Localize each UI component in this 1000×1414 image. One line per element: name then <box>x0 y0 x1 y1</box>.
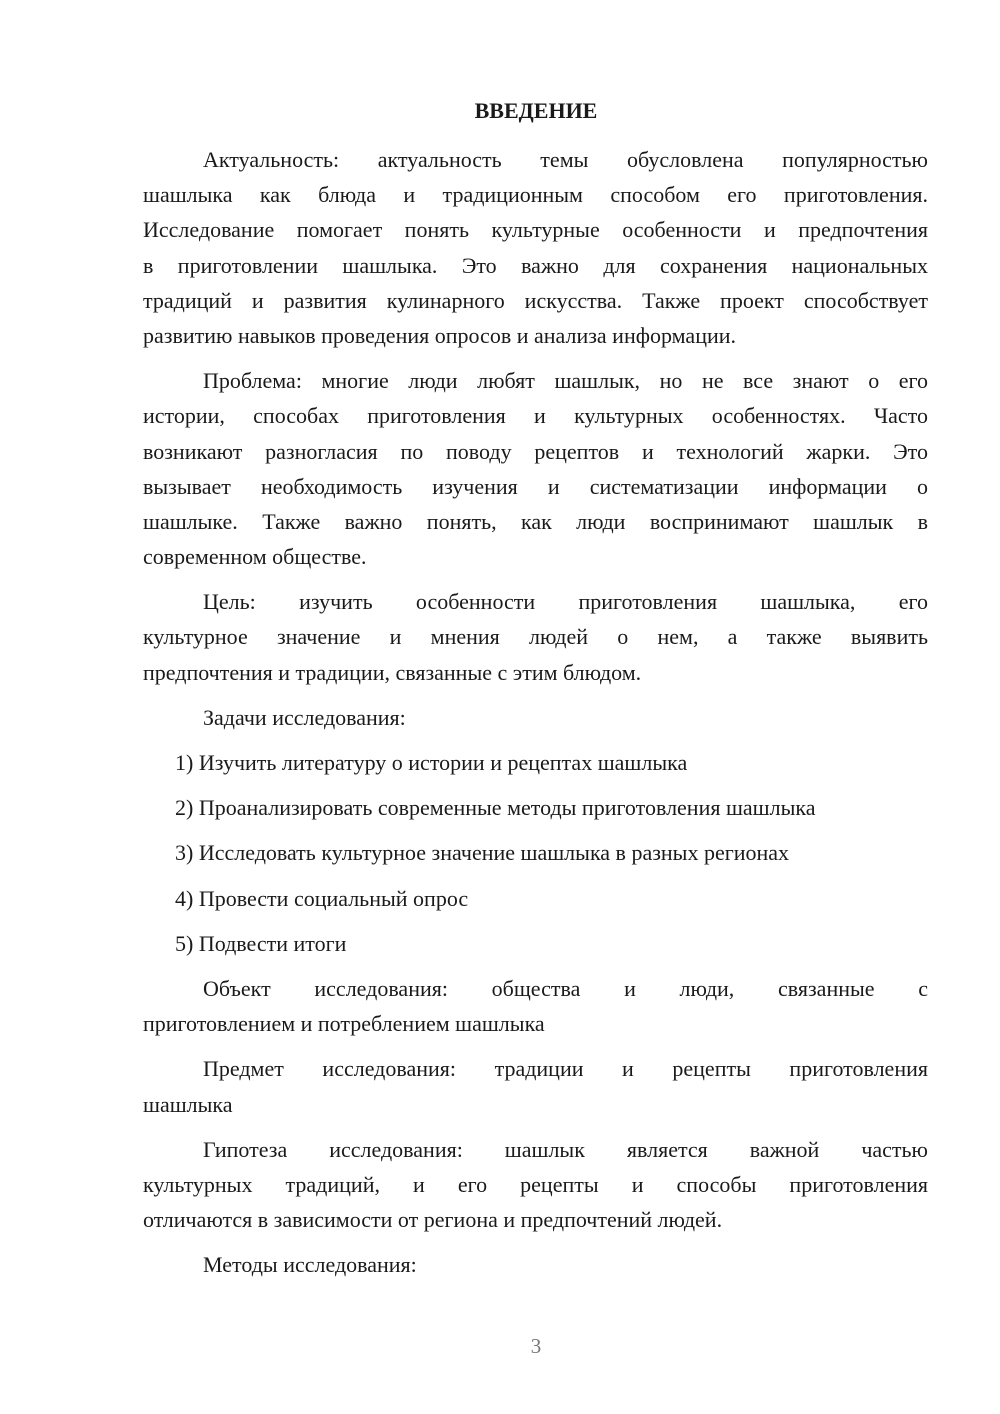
text-line: Актуальность: актуальность темы обусловлена популярностью <box>203 147 928 172</box>
text-line: приготовлением и потреблением шашлыка <box>143 1011 545 1037</box>
text-line: шашлыка как блюда и традиционным способом его приготовления. <box>143 182 928 208</box>
paragraph <box>143 1247 928 1282</box>
paragraph <box>143 1132 928 1238</box>
text-line: Проблема: многие люди любят шашлык, но не все знают о его <box>203 368 928 394</box>
paragraph <box>143 142 928 353</box>
text-line: Гипотеза исследования: шашлык является важной частью <box>203 1136 928 1162</box>
text-line: культурных традиций, и его рецепты и способы приготовления <box>143 1171 928 1197</box>
text-line: современном обществе. <box>143 544 367 570</box>
task-item: 4) Провести социальный опрос <box>175 885 469 911</box>
task-item: 3) Исследовать культурное значение шашлыка в разных регионах <box>175 840 790 866</box>
paragraph <box>143 584 928 690</box>
text-line: Исследование помогает понять культурные особенности и предпочтения <box>143 217 928 243</box>
research-paragraphs <box>143 971 928 1283</box>
text-line: Предмет исследования: традиции и рецепты приготовления <box>203 1056 928 1082</box>
text-line: Объект исследования: общества и люди, связанные с <box>203 975 928 1001</box>
document-body <box>143 142 928 1292</box>
text-line: развитию навыков проведения опросов и анализа информации. <box>143 322 737 348</box>
text-line: в приготовлении шашлыка. Это важно для сохранения национальных <box>143 252 928 278</box>
text-line: шашлыка <box>143 1091 233 1117</box>
paragraph <box>143 971 928 1041</box>
paragraph <box>143 700 928 735</box>
paragraph <box>143 363 928 574</box>
text-line: культурное значение и мнения людей о нем, а также выявить <box>143 624 928 650</box>
text-line: Методы исследования: <box>203 1252 417 1278</box>
text-line: истории, способах приготовления и культурных особенностях. Часто <box>143 403 928 429</box>
page-title: ВВЕДЕНИЕ <box>474 98 598 123</box>
text-line: Задачи исследования: <box>203 704 406 730</box>
text-line: вызывает необходимость изучения и систематизации информации о <box>143 473 928 499</box>
page-number: 3 <box>530 1334 542 1358</box>
text-line: предпочтения и традиции, связанные с этим блюдом. <box>143 659 642 685</box>
task-item: 2) Проанализировать современные методы приготовления шашлыка <box>175 795 816 821</box>
task-item: 1) Изучить литературу о истории и рецептах шашлыка <box>175 750 688 775</box>
intro-paragraphs <box>143 142 928 735</box>
text-line: традиций и развития кулинарного искусства. Также проект способствует <box>143 287 928 313</box>
task-item: 5) Подвести итоги <box>175 930 347 956</box>
paragraph <box>143 1051 928 1121</box>
text-line: возникают разногласия по поводу рецептов и технологий жарки. Это <box>143 438 928 464</box>
text-line: Цель: изучить особенности приготовления шашлыка, его <box>203 589 928 615</box>
task-list <box>143 745 928 961</box>
text-line: отличаются в зависимости от региона и предпочтений людей. <box>143 1207 723 1233</box>
text-line: шашлыке. Также важно понять, как люди воспринимают шашлык в <box>143 508 928 534</box>
